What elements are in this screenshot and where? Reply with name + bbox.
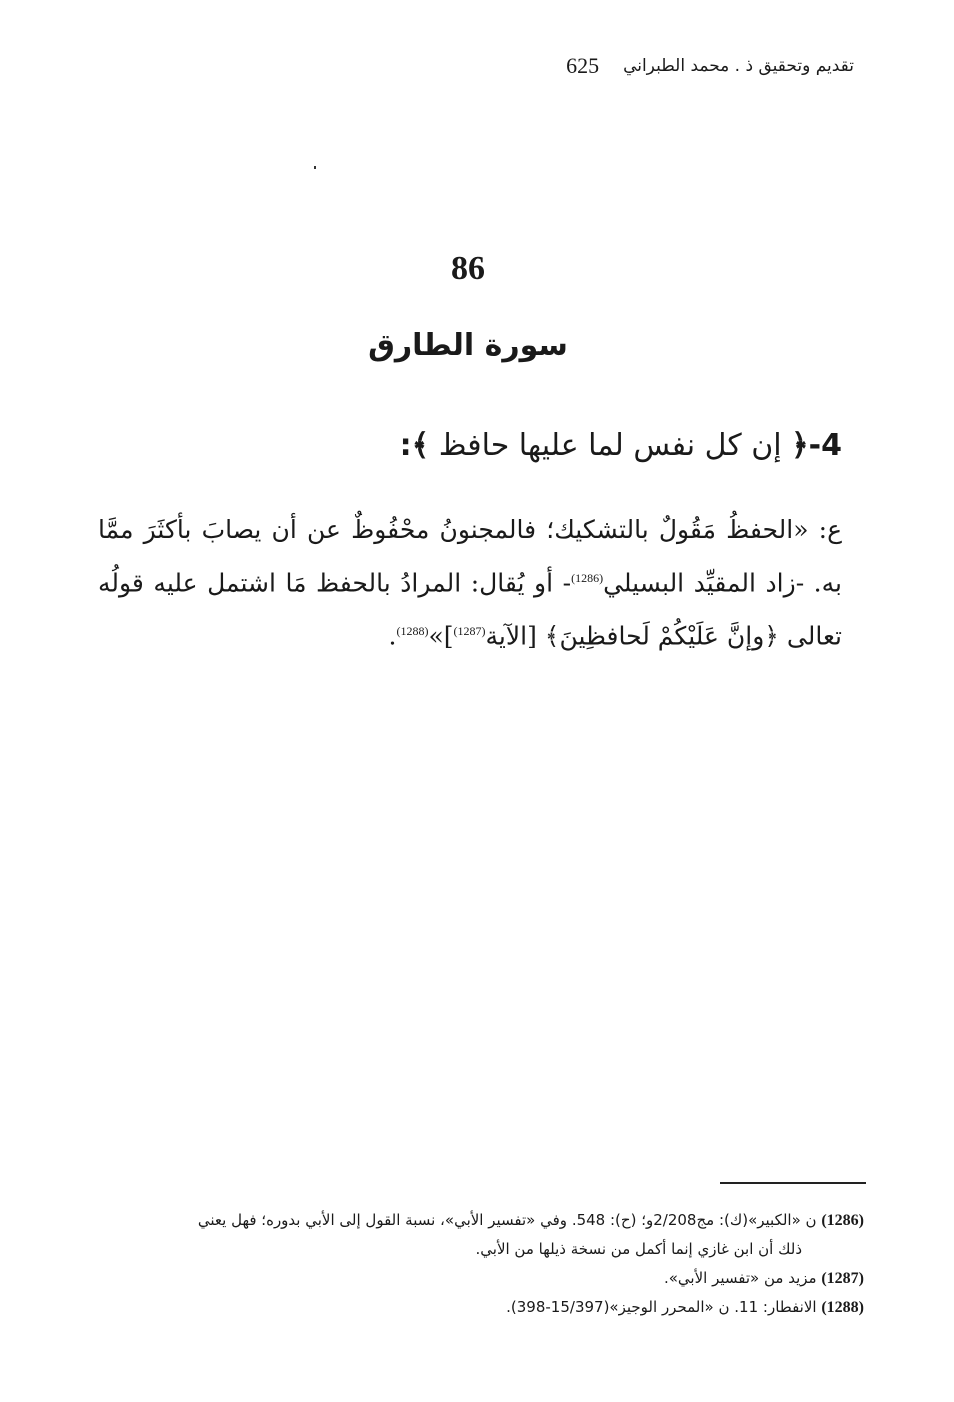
verse-heading bbox=[100, 428, 842, 463]
footnote-ref-1287: (1287) bbox=[453, 624, 486, 639]
footnote-1288 bbox=[96, 1293, 864, 1322]
surah-title: سورة الطارق bbox=[368, 328, 568, 363]
footnote-text: ن «الكبير»(ك): مج2/208و؛ (ح): 548. وفي «تفسير الأبي»، نسبة القول إلى الأبي بدوره؛ فهل يعني bbox=[197, 1211, 822, 1229]
scan-speck bbox=[314, 166, 316, 169]
footnotes bbox=[96, 1206, 864, 1322]
footnote-1286 bbox=[96, 1206, 864, 1235]
verse-open-bracket: ﴿ bbox=[791, 428, 809, 463]
footnote-ref-1286: (1286) bbox=[571, 571, 604, 585]
verse-text: إن كل نفس لما عليها حافظ bbox=[429, 428, 792, 463]
verse-number: 4- bbox=[808, 428, 842, 463]
footnote-number: (1288) bbox=[821, 1299, 864, 1316]
footnote-divider bbox=[720, 1182, 866, 1184]
verse-colon: : bbox=[399, 428, 412, 463]
footnote-1287 bbox=[96, 1264, 864, 1293]
surah-number: 86 bbox=[451, 250, 485, 287]
page-number: 625 bbox=[566, 53, 600, 78]
footnote-ref-1288: (1288) bbox=[396, 624, 429, 639]
footnote-number: (1287) bbox=[821, 1270, 864, 1287]
footnote-text: الانفطار: 11. ن «المحرر الوجيز»(15/397-398). bbox=[506, 1298, 822, 1316]
commentary-text-1: ع: «الحفظُ مَقُولٌ بالتشكيك؛ فالمجنونُ محْفُوظٌ عن أن يصابَ بأكثَرَ ممَّا به. -زاد المقيِّد البسيلي bbox=[98, 515, 842, 598]
page-header bbox=[100, 48, 854, 84]
running-title: تقديم وتحقيق ذ . محمد الطبراني bbox=[623, 56, 854, 76]
verse-close-bracket: ﴾ bbox=[411, 428, 430, 463]
footnote-text: مزيد من «تفسير الأبي». bbox=[663, 1269, 822, 1287]
footnote-number: (1286) bbox=[821, 1212, 864, 1229]
commentary-paragraph bbox=[98, 506, 842, 661]
footnote-1286-continuation: ذلك أن ابن غازي إنما أكمل من نسخة ذيلها من الأبي. bbox=[475, 1240, 802, 1258]
commentary-text-2: - أو يُقال: المرادُ بالحفظ مَا اشتمل عليه قولُه تعالى ﴿وإنَّ عَلَيْكُمْ لَحافظِينَ﴾ [الآية bbox=[98, 568, 842, 651]
commentary-text-4: . bbox=[388, 621, 397, 651]
commentary-text-3: ]» bbox=[428, 621, 454, 651]
